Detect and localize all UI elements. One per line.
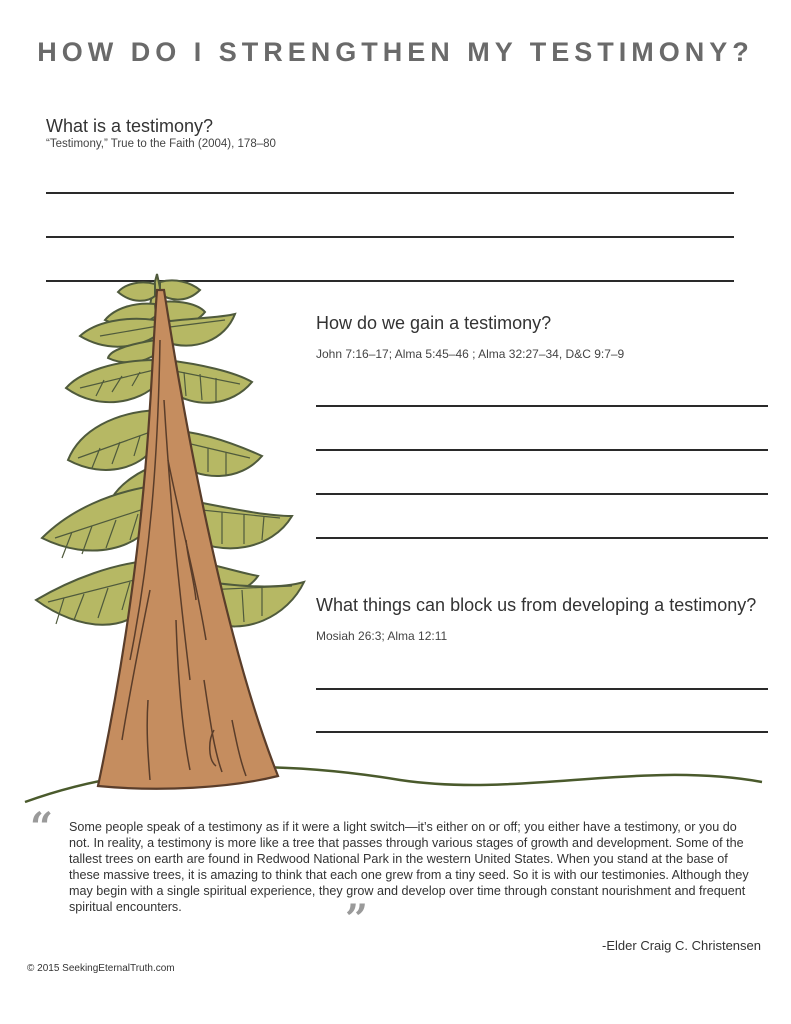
reference-what-is-testimony: “Testimony,” True to the Faith (2004), 178–80 <box>46 138 276 150</box>
answer-line[interactable] <box>316 405 768 407</box>
tree-illustration <box>0 260 791 810</box>
question-what-is-testimony: What is a testimony? <box>46 116 214 136</box>
open-quote-icon: “ <box>30 804 54 851</box>
answer-line[interactable] <box>316 449 768 451</box>
reference-how-gain-testimony: John 7:16–17; Alma 5:45–46 ; Alma 32:27–34, D&C 9:7–9 <box>316 347 625 361</box>
answer-line[interactable] <box>46 236 734 238</box>
question-how-gain-testimony: How do we gain a testimony? <box>316 313 552 333</box>
quote-text: Some people speak of a testimony as if it were a light switch—it’s either on or off; you either have a testimony, or you do not. In reality, a testimony is more like a tree that passes through various stages of growth and development. Some of the tallest trees on earth are found in Redwood National Park in the western United States. When you stand at the base of these massive trees, it is amazing to think that each one grew from a tiny seed. So it is with our testimonies. Although they may begin with a single spiritual experience, they grow and develop over time through constant nourishment and frequent spiritual encounters. <box>69 820 749 914</box>
page-title: HOW DO I STRENGTHEN MY TESTIMONY? <box>37 37 754 67</box>
close-quote-icon: ” <box>345 896 369 943</box>
answer-line[interactable] <box>46 192 734 194</box>
answer-line[interactable] <box>316 688 768 690</box>
reference-what-blocks-testimony: Mosiah 26:3; Alma 12:11 <box>316 629 448 643</box>
answer-line[interactable] <box>316 493 768 495</box>
copyright: © 2015 SeekingEternalTruth.com <box>27 963 175 974</box>
answer-line[interactable] <box>316 731 768 733</box>
answer-line[interactable] <box>316 537 768 539</box>
quote-attribution: -Elder Craig C. Christensen <box>602 938 761 953</box>
question-what-blocks-testimony: What things can block us from developing a testimony? <box>316 595 757 615</box>
